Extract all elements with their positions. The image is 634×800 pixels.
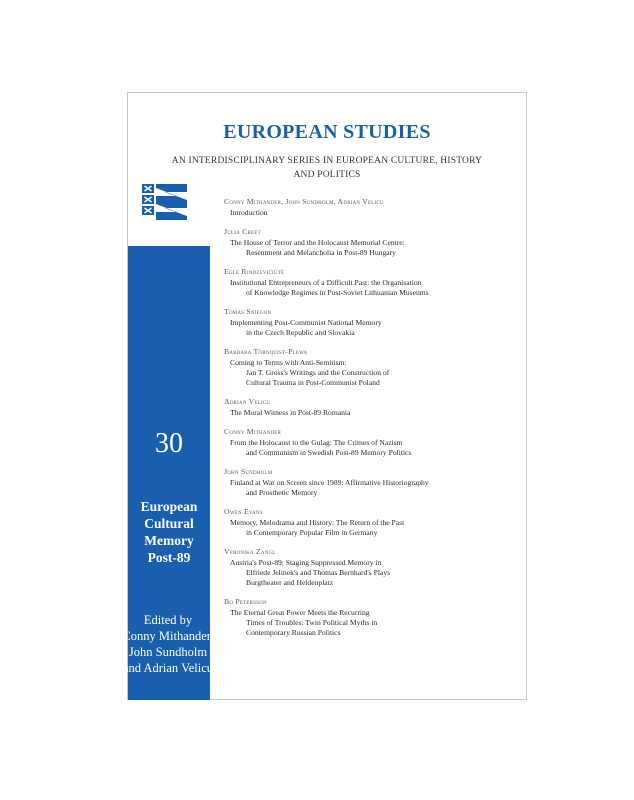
toc-title — [224, 318, 520, 338]
series-subtitle — [128, 154, 526, 182]
toc-entry — [224, 307, 520, 338]
toc-entry — [224, 547, 520, 588]
editors-line: Edited by — [143, 613, 193, 627]
toc-title-line: Memory, Melodrama and History: The Return of the Past — [230, 518, 405, 527]
toc-author: Veronika Zangl — [224, 547, 276, 556]
toc-author: Eglė Rindzevičiūtė — [224, 267, 285, 276]
publisher-logo-icon — [141, 182, 189, 222]
table-of-contents — [224, 197, 520, 647]
volume-title-line: Memory — [144, 533, 194, 548]
series-subtitle-line-2: AND POLITICS — [293, 170, 361, 180]
toc-title-line: Elfriede Jelinek's and Thomas Bernhard's Plays — [246, 568, 391, 577]
editors-line: John Sundholm — [128, 645, 208, 659]
toc-entry — [224, 227, 520, 258]
toc-title — [224, 358, 520, 388]
toc-author: Julia Creet — [224, 227, 261, 236]
toc-title-line: Implementing Post-Communist National Memory — [230, 318, 382, 327]
toc-title-line: Finland at War on Screen since 1989: Affirmative Historiography — [230, 478, 429, 487]
toc-entry — [224, 507, 520, 538]
toc-author: Tomas Sniegon — [224, 307, 272, 316]
toc-title-line: From the Holocaust to the Gulag: The Crimes of Nazism — [230, 438, 403, 447]
toc-title — [224, 208, 520, 218]
toc-entry — [224, 427, 520, 458]
toc-title-line: of Knowledge Regimes in Post-Soviet Lithuanian Museums — [246, 288, 429, 297]
series-subtitle-line-1: AN INTERDISCIPLINARY SERIES IN EUROPEAN CULTURE, HISTORY — [171, 156, 483, 166]
toc-title-line: The Eternal Great Power Meets the Recurring — [230, 608, 370, 617]
toc-title-line: Burgtheater and Heldenplatz — [246, 578, 334, 587]
editors — [120, 612, 216, 676]
toc-title — [224, 238, 520, 258]
toc-entry — [224, 597, 520, 638]
toc-author: John Sundholm — [224, 467, 273, 476]
toc-author: Conny Mithander, John Sundholm, Adrian Velicu — [224, 197, 384, 206]
toc-author: Adrian Velicu — [224, 397, 271, 406]
toc-title-line: The House of Terror and the Holocaust Memorial Centre: — [230, 238, 405, 247]
editors-line: and Adrian Velicu — [122, 661, 214, 675]
toc-entry — [224, 467, 520, 498]
toc-entry — [224, 347, 520, 388]
toc-title — [224, 278, 520, 298]
toc-author: Barbara Törnquist-Plewa — [224, 347, 308, 356]
toc-title-line: Introduction — [230, 208, 268, 217]
toc-title-line: Austria's Post-89: Staging Suppressed Memory in — [230, 558, 382, 567]
toc-author: Bo Petersson — [224, 597, 267, 606]
toc-title-line: Contemporary Russian Politics — [246, 628, 341, 637]
toc-title-line: Times of Troubles: Twin Political Myths in — [246, 618, 378, 627]
toc-title — [224, 438, 520, 458]
volume-title-line: Cultural — [144, 516, 194, 531]
toc-author: Owen Evans — [224, 507, 263, 516]
toc-title — [224, 558, 520, 588]
volume-title-line: European — [140, 499, 198, 514]
toc-entry — [224, 197, 520, 218]
toc-entry — [224, 267, 520, 298]
volume-title-line: Post-89 — [147, 550, 191, 565]
toc-title-line: Institutional Entrepreneurs of a Difficult Past: the Organisation — [230, 278, 422, 287]
toc-title-line: The Moral Witness in Post-89 Romania — [230, 408, 351, 417]
toc-title — [224, 518, 520, 538]
toc-title-line: Cultural Trauma in Post-Communist Poland — [246, 378, 380, 387]
toc-title-line: and Prosthetic Memory — [246, 488, 318, 497]
toc-title-line: in the Czech Republic and Slovakia — [246, 328, 355, 337]
volume-panel — [122, 246, 214, 700]
volume-title — [128, 498, 210, 566]
editors-line: Conny Mithander, — [122, 629, 214, 643]
series-title: EUROPEAN STUDIES — [223, 121, 431, 143]
volume-number: 30 — [155, 428, 183, 459]
book-cover — [122, 92, 527, 700]
toc-author: Conny Mithander — [224, 427, 282, 436]
toc-title-line: Coming to Terms with Anti-Semitism: — [230, 358, 347, 367]
toc-title-line: in Contemporary Popular Film in Germany — [246, 528, 378, 537]
toc-title-line: Jan T. Gross's Writings and the Construction of — [246, 368, 390, 377]
toc-title-line: Resentment and Melancholia in Post-89 Hungary — [246, 248, 396, 257]
toc-title-line: and Communism in Swedish Post-89 Memory Politics — [246, 448, 412, 457]
toc-entry — [224, 397, 520, 418]
toc-title — [224, 608, 520, 638]
toc-title — [224, 478, 520, 498]
toc-title — [224, 408, 520, 418]
